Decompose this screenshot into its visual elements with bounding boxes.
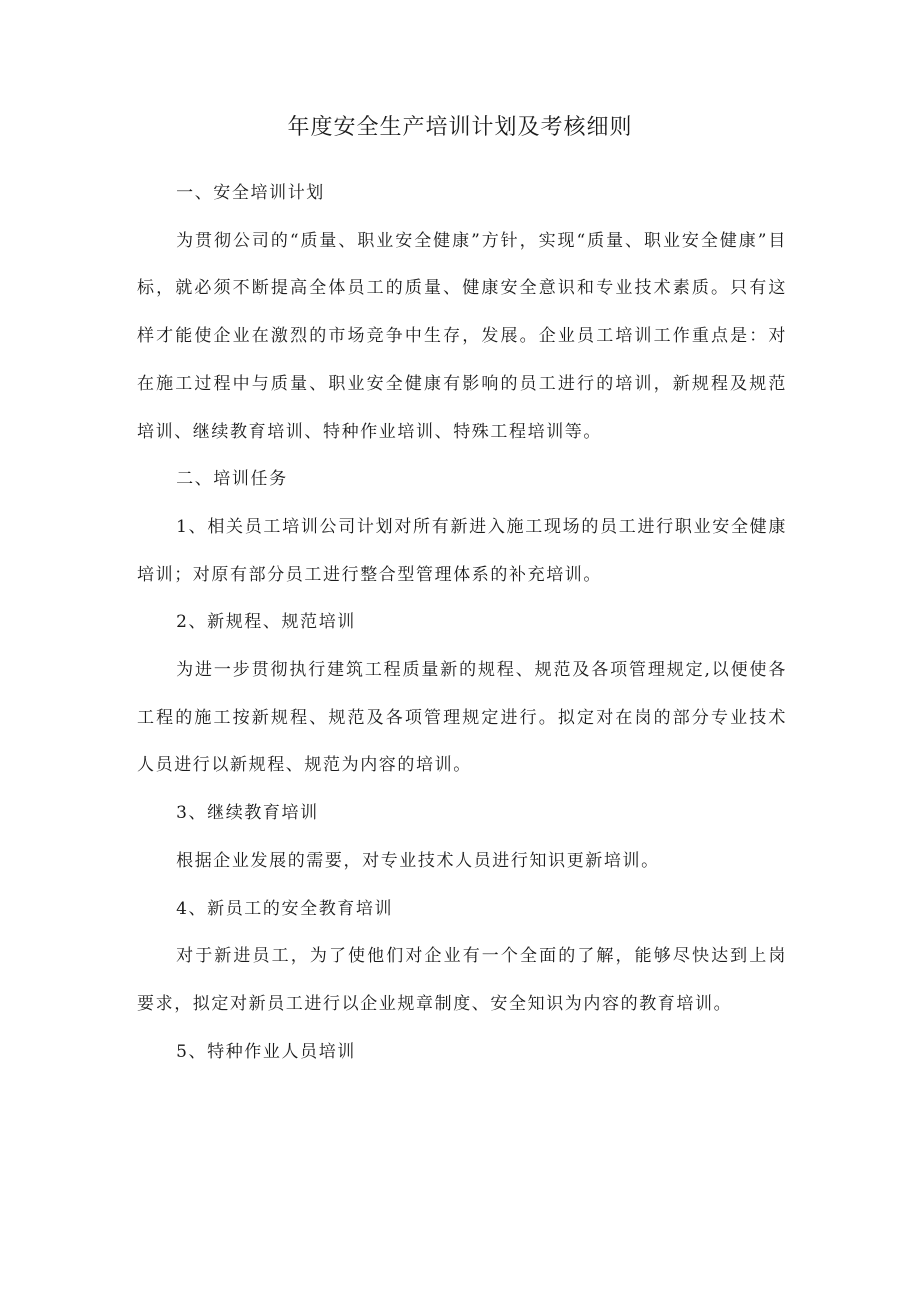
item-heading-2: 2、新规程、规范培训 <box>176 612 356 633</box>
paragraph-task-4: 对于新进员工，为了使他们对企业有一个全面的了解，能够尽快达到上岗要求，拟定对新员工进行以企业规章制度、安全知识为内容的教育培训。 <box>137 946 787 1014</box>
paragraph-training-plan: 为贯彻公司的“质量、职业安全健康”方针，实现“质量、职业安全健康”目标，就必须不断提高全体员工的质量、健康安全意识和专业技术素质。只有这样才能使企业在激烈的市场竞争中生存，发展。企业员工培训工作重点是：对在施工过程中与质量、职业安全健康有影响的员工进行的培训，新规程及规范培训、继续教育培训、特种作业培训、特殊工程培训等。 <box>137 230 787 442</box>
section-heading-training-tasks: 二、培训任务 <box>176 469 288 490</box>
paragraph-task-2: 为进一步贯彻执行建筑工程质量新的规程、规范及各项管理规定,以便使各工程的施工按新规程、规范及各项管理规定进行。拟定对在岗的部分专业技术人员进行以新规程、规范为内容的培训。 <box>137 660 787 776</box>
item-heading-3: 3、继续教育培训 <box>176 803 319 824</box>
paragraph-task-3: 根据企业发展的需要，对专业技术人员进行知识更新培训。 <box>176 850 660 871</box>
item-heading-5: 5、特种作业人员培训 <box>176 1041 356 1062</box>
item-heading-4: 4、新员工的安全教育培训 <box>176 898 394 919</box>
document-title: 年度安全生产培训计划及考核细则 <box>287 115 633 140</box>
document-body <box>137 170 787 1076</box>
section-heading-training-plan: 一、安全培训计划 <box>176 183 325 203</box>
paragraph-task-1: 1、相关员工培训公司计划对所有新进入施工现场的员工进行职业安全健康培训；对原有部分员工进行整合型管理体系的补充培训。 <box>137 516 787 585</box>
